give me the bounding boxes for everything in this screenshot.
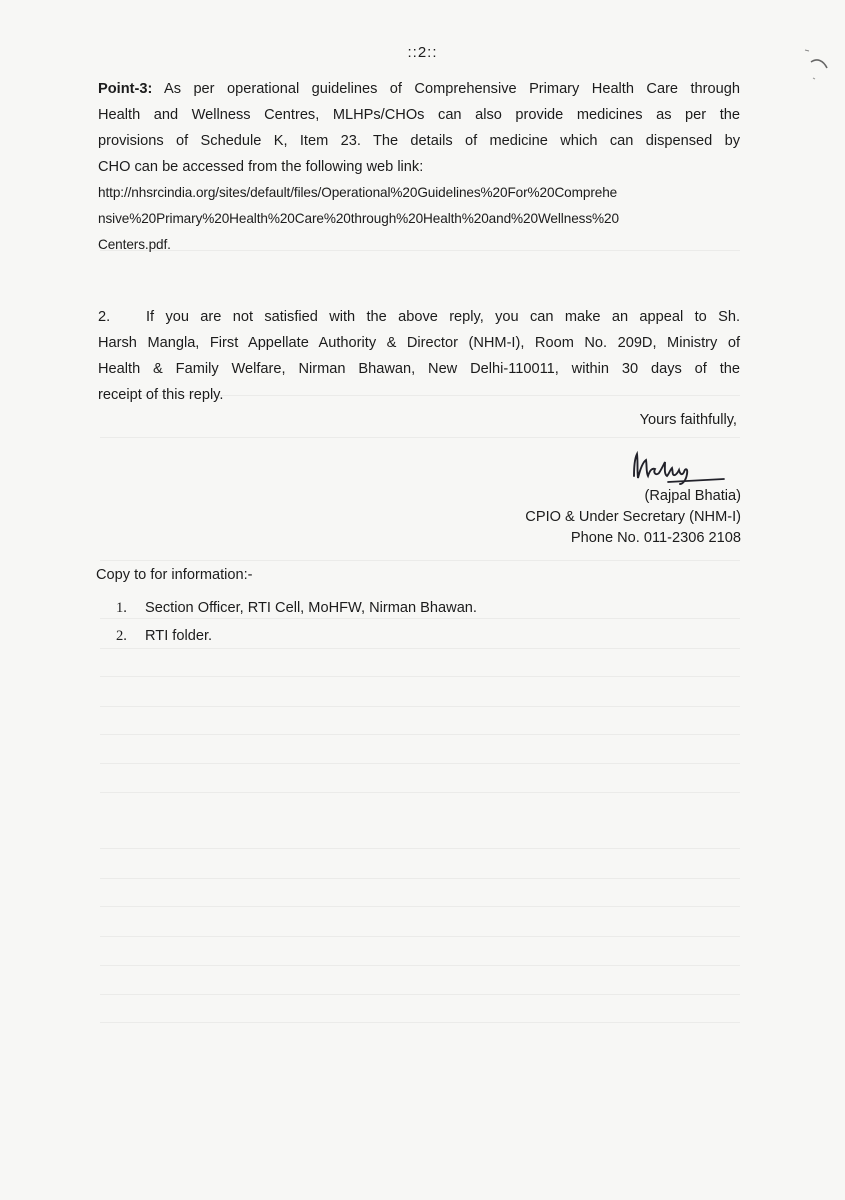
- page-number: ::2::: [407, 44, 438, 61]
- list-item: [116, 622, 477, 650]
- paragraph-number: 2.: [98, 309, 111, 325]
- appeal-text-line: If you are not satisfied with the above reply, you can make an appeal to Sh.: [146, 309, 740, 325]
- show-through-line: [100, 1022, 740, 1023]
- list-item: [116, 594, 477, 622]
- show-through-line: [100, 906, 740, 907]
- signatory-designation: CPIO & Under Secretary (NHM-I): [525, 509, 741, 525]
- list-item-text: RTI folder.: [145, 628, 213, 644]
- point-3-text-line: As per operational guidelines of Comprehensive Primary Health Care through: [152, 81, 740, 97]
- show-through-line: [100, 994, 740, 995]
- point-3-paragraph: [98, 76, 740, 258]
- list-item-marker: 1.: [116, 600, 127, 616]
- point-3-text-line: Health and Wellness Centres, MLHPs/CHOs can also provide medicines as per the: [98, 107, 740, 123]
- point-3-text-line: CHO can be accessed from the following web link:: [98, 159, 424, 175]
- appeal-text-line: receipt of this reply.: [98, 387, 224, 403]
- show-through-line: [100, 848, 740, 849]
- copy-to-heading: Copy to for information:-: [96, 567, 253, 583]
- show-through-line: [100, 437, 740, 438]
- show-through-line: [100, 878, 740, 879]
- point-3-text-line: provisions of Schedule K, Item 23. The details of medicine which can dispensed by: [98, 133, 740, 149]
- show-through-line: [100, 792, 740, 793]
- signature-block: [525, 486, 741, 549]
- copy-to-list: [116, 594, 477, 650]
- appeal-text-line: Health & Family Welfare, Nirman Bhawan, New Delhi-110011, within 30 days of the: [98, 361, 740, 377]
- guidelines-web-link[interactable]: Centers.pdf.: [98, 237, 171, 252]
- show-through-line: [100, 936, 740, 937]
- show-through-line: [100, 706, 740, 707]
- show-through-line: [100, 676, 740, 677]
- signatory-name: (Rajpal Bhatia): [644, 488, 741, 504]
- closing-salutation: Yours faithfully,: [639, 412, 737, 428]
- show-through-line: [100, 965, 740, 966]
- show-through-line: [100, 734, 740, 735]
- show-through-line: [100, 763, 740, 764]
- list-item-text: Section Officer, RTI Cell, MoHFW, Nirman Bhawan.: [145, 600, 477, 616]
- signatory-phone: Phone No. 011-2306 2108: [570, 530, 741, 546]
- guidelines-web-link[interactable]: nsive%20Primary%20Health%20Care%20through%20Health%20and%20Wellness%20: [98, 211, 619, 226]
- handwritten-signature: [628, 448, 738, 488]
- list-item-marker: 2.: [116, 628, 127, 644]
- appeal-paragraph: [98, 304, 740, 408]
- point-3-label: Point-3:: [98, 81, 153, 97]
- guidelines-web-link[interactable]: http://nhsrcindia.org/sites/default/files/Operational%20Guidelines%20For%20Comprehe: [98, 185, 618, 200]
- show-through-line: [100, 560, 740, 561]
- appeal-text-line: Harsh Mangla, First Appellate Authority & Director (NHM-I), Room No. 209D, Ministry of: [98, 335, 740, 351]
